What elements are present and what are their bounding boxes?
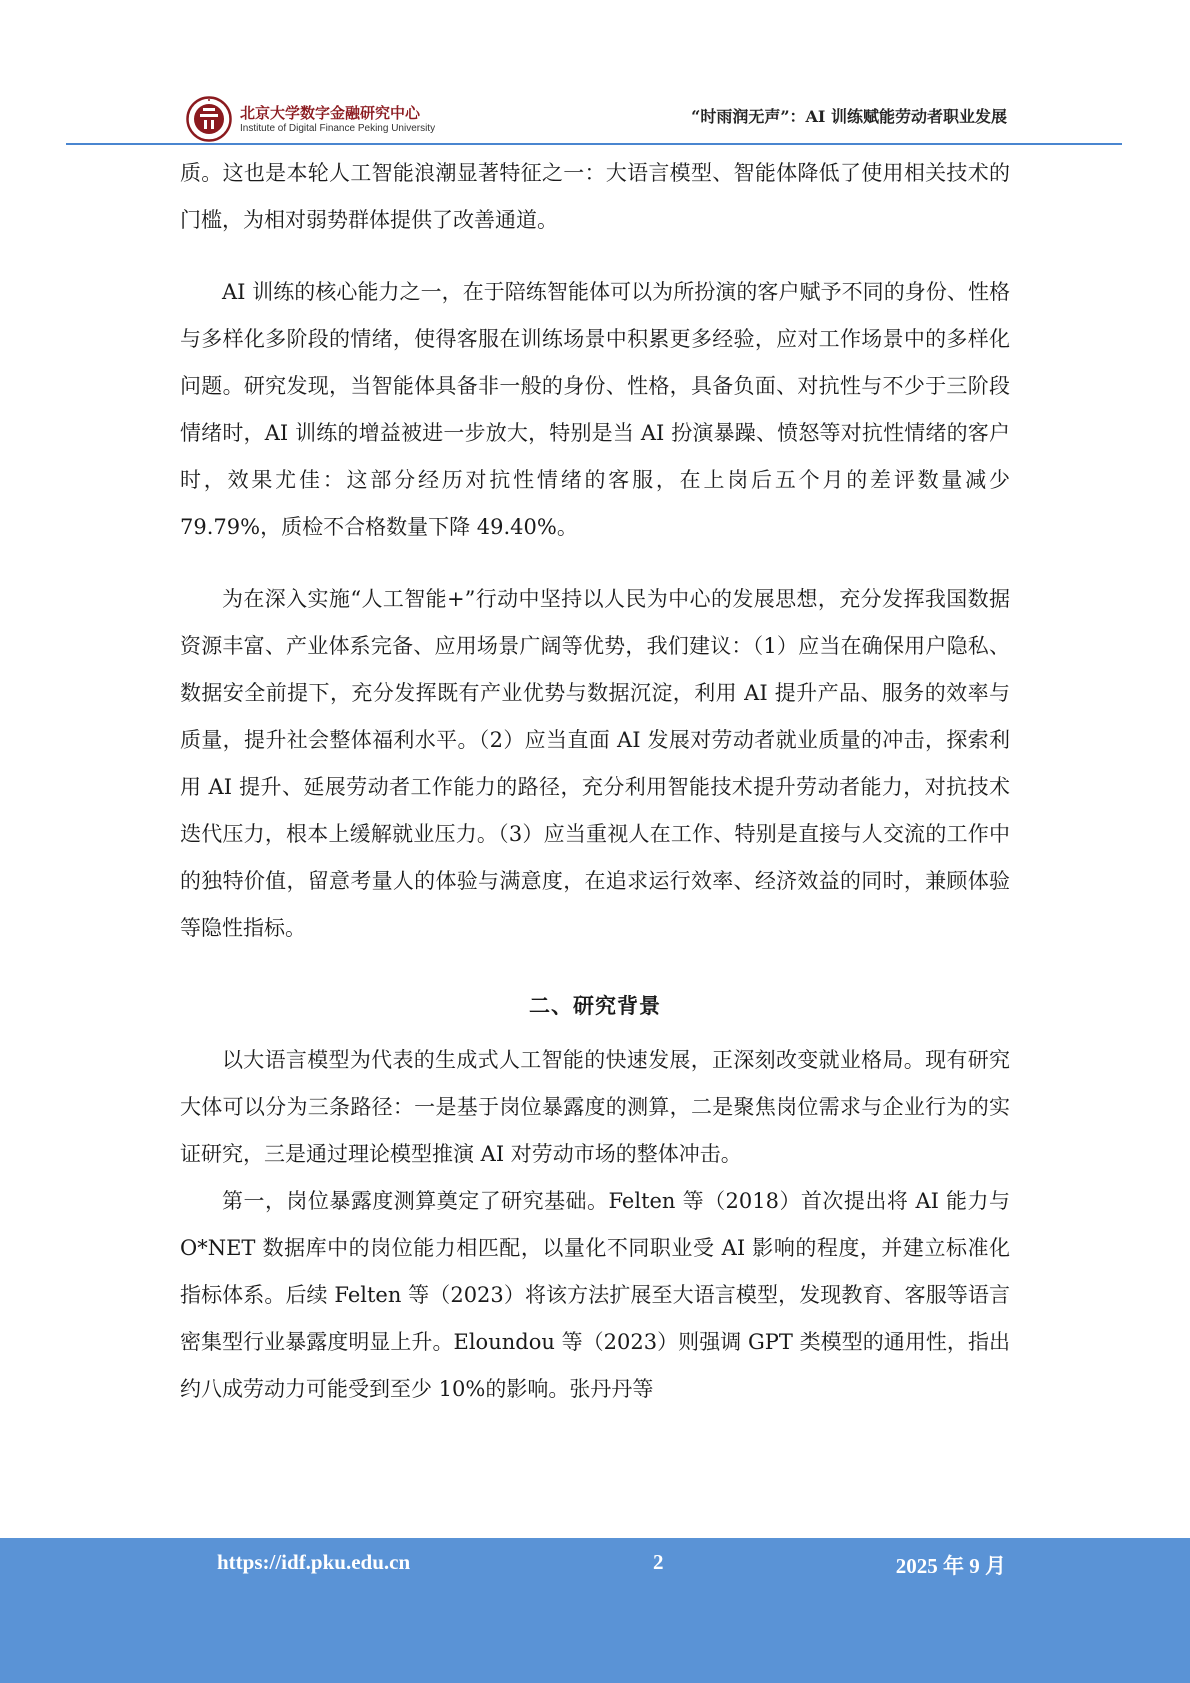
body-paragraph: 第一，岗位暴露度测算奠定了研究基础。Felten 等（2018）首次提出将 AI 能力与 O*NET 数据库中的岗位能力相匹配，以量化不同职业受 AI 影响的程度，并建立标准化指标体系。后续 Felten 等（2023）将该方法扩展至大语言模型，发现教育、客服等语言密集型行业暴露度明显上升。Eloundou 等（2023）则强调 GPT 类模型的通用性，指出约八成劳动力可能受到至少 10%的影响。张丹丹等 (180, 1189, 1010, 1401)
body-paragraph: AI 训练的核心能力之一，在于陪练智能体可以为所扮演的客户赋予不同的身份、性格与多样化多阶段的情绪，使得客服在训练场景中积累更多经验，应对工作场景中的多样化问题。研究发现，当智能体具备非一般的身份、性格，具备负面、对抗性与不少于三阶段情绪时，AI 训练的增益被进一步放大，特别是当 AI 扮演暴躁、愤怒等对抗性情绪的客户时，效果尤佳：这部分经历对抗性情绪的客服，在上岗后五个月的差评数量减少 79.79%，质检不合格数量下降 49.40%。 (180, 280, 1010, 539)
footer-url-link[interactable]: https://idf.pku.edu.cn (217, 1550, 411, 1574)
pku-logo-icon (186, 96, 232, 142)
org-name-en: Institute of Digital Finance Peking University (240, 123, 436, 134)
page-header (0, 0, 1190, 146)
page-content (180, 150, 1010, 1413)
org-name-cn: 北京大学数字金融研究中心 (240, 104, 421, 122)
page-footer (0, 1538, 1190, 1683)
body-paragraph: 为在深入实施“人工智能+”行动中坚持以人民为中心的发展思想，充分发挥我国数据资源丰富、产业体系完备、应用场景广阔等优势，我们建议：（1）应当在确保用户隐私、数据安全前提下，充分发挥既有产业优势与数据沉淀，利用 AI 提升产品、服务的效率与质量，提升社会整体福利水平。（2）应当直面 AI 发展对劳动者就业质量的冲击，探索利用 AI 提升、延展劳动者工作能力的路径，充分利用智能技术提升劳动者能力，对抗技术迭代压力，根本上缓解就业压力。（3）应当重视人在工作、特别是直接与人交流的工作中的独特价值，留意考量人的体验与满意度，在追求运行效率、经济效益的同时，兼顾体验等隐性指标。 (180, 587, 1010, 940)
body-paragraph: 以大语言模型为代表的生成式人工智能的快速发展，正深刻改变就业格局。现有研究大体可以分为三条路径：一是基于岗位暴露度的测算，二是聚焦岗位需求与企业行为的实证研究，三是通过理论模型推演 AI 对劳动市场的整体冲击。 (180, 1048, 1010, 1166)
body-paragraph: 质。这也是本轮人工智能浪潮显著特征之一：大语言模型、智能体降低了使用相关技术的门槛，为相对弱势群体提供了改善通道。 (180, 161, 1010, 232)
header-divider (66, 143, 1122, 145)
document-title: “时雨润无声”：AI 训练赋能劳动者职业发展 (691, 107, 1007, 126)
section-heading: 二、研究背景 (529, 993, 661, 1018)
footer-date: 2025 年 9 月 (895, 1554, 1006, 1578)
page-number: 2 (653, 1550, 664, 1574)
